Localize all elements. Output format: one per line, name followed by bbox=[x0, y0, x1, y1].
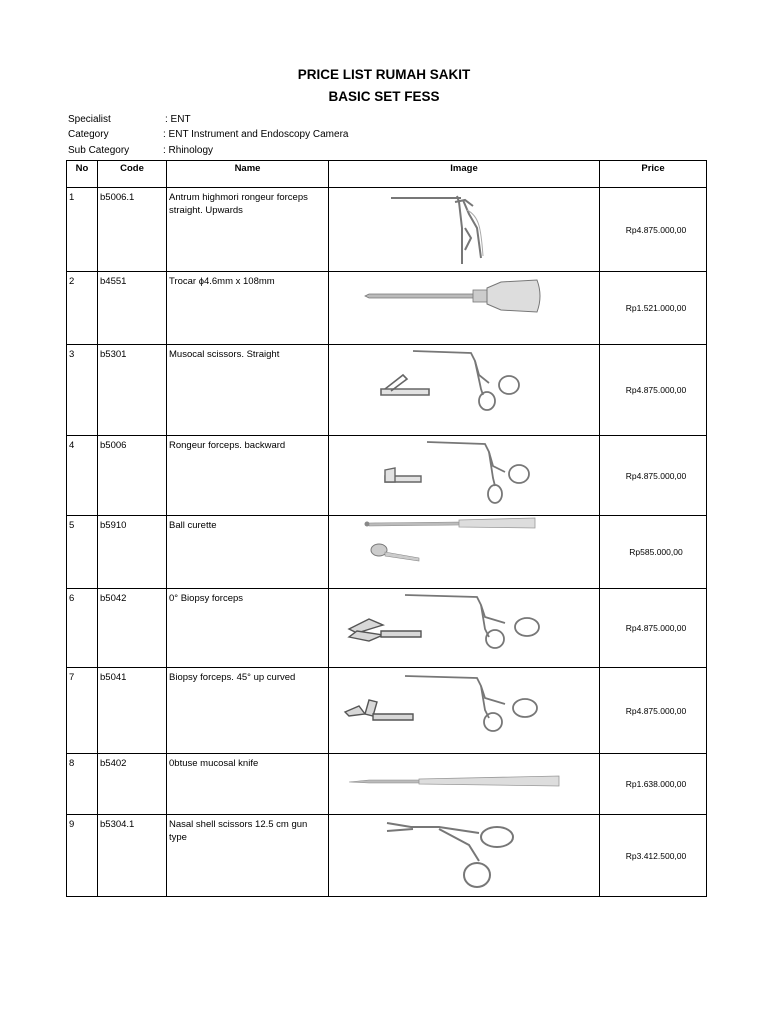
ball-curette-icon bbox=[329, 516, 600, 589]
row-code: b5006.1 bbox=[98, 188, 167, 272]
page-subtitle: BASIC SET FESS bbox=[328, 89, 440, 104]
row-image bbox=[329, 436, 600, 516]
row-name: Ball curette bbox=[167, 516, 329, 589]
biopsy-forceps-curved-icon bbox=[329, 668, 600, 754]
rongeur-forceps-backward-icon bbox=[329, 436, 600, 516]
row-image bbox=[329, 589, 600, 668]
price-table bbox=[66, 160, 707, 897]
row-image bbox=[329, 516, 600, 589]
table-row bbox=[67, 188, 707, 272]
row-price: Rp4.875.000,00 bbox=[600, 345, 707, 436]
row-name: Musocal scissors. Straight bbox=[167, 345, 329, 436]
table-row bbox=[67, 668, 707, 754]
meta-key: Specialist bbox=[68, 114, 111, 125]
table-row bbox=[67, 815, 707, 897]
biopsy-forceps-icon bbox=[329, 589, 600, 668]
table-row bbox=[67, 516, 707, 589]
row-name: Rongeur forceps. backward bbox=[167, 436, 329, 516]
table-row bbox=[67, 436, 707, 516]
row-image bbox=[329, 345, 600, 436]
rongeur-forceps-upwards-icon bbox=[329, 188, 600, 272]
row-name: 0btuse mucosal knife bbox=[167, 754, 329, 815]
table-row bbox=[67, 754, 707, 815]
row-name: Biopsy forceps. 45° up curved bbox=[167, 668, 329, 754]
row-no: 1 bbox=[67, 188, 98, 272]
trocar-icon bbox=[329, 272, 600, 345]
row-code: b5042 bbox=[98, 589, 167, 668]
row-code: b4551 bbox=[98, 272, 167, 345]
column-header-image: Image bbox=[329, 161, 600, 188]
row-no: 7 bbox=[67, 668, 98, 754]
row-price: Rp1.638.000,00 bbox=[600, 754, 707, 815]
meta-value: : ENT bbox=[165, 114, 191, 125]
row-price: Rp4.875.000,00 bbox=[600, 589, 707, 668]
row-image bbox=[329, 668, 600, 754]
table-row bbox=[67, 589, 707, 668]
row-no: 6 bbox=[67, 589, 98, 668]
row-name: 0° Biopsy forceps bbox=[167, 589, 329, 668]
row-code: b5041 bbox=[98, 668, 167, 754]
row-price: Rp585.000,00 bbox=[600, 516, 707, 589]
row-price: Rp4.875.000,00 bbox=[600, 668, 707, 754]
table-header-row bbox=[67, 161, 707, 188]
row-no: 2 bbox=[67, 272, 98, 345]
nasal-shell-scissors-icon bbox=[329, 815, 600, 897]
row-no: 8 bbox=[67, 754, 98, 815]
row-price: Rp4.875.000,00 bbox=[600, 188, 707, 272]
mucosal-knife-icon bbox=[329, 754, 600, 815]
meta-value: : Rhinology bbox=[163, 145, 214, 156]
row-code: b5910 bbox=[98, 516, 167, 589]
table-row bbox=[67, 345, 707, 436]
row-no: 5 bbox=[67, 516, 98, 589]
row-name: Trocar ɸ4.6mm x 108mm bbox=[167, 272, 329, 345]
row-image bbox=[329, 188, 600, 272]
row-code: b5402 bbox=[98, 754, 167, 815]
row-code: b5304.1 bbox=[98, 815, 167, 897]
meta-value: : ENT Instrument and Endoscopy Camera bbox=[163, 129, 349, 140]
row-price: Rp1.521.000,00 bbox=[600, 272, 707, 345]
row-price: Rp3.412.500,00 bbox=[600, 815, 707, 897]
meta-key: Sub Category bbox=[68, 145, 130, 156]
row-name: Antrum highmori rongeur forceps straight. Upwards bbox=[167, 188, 329, 272]
column-header-code: Code bbox=[98, 161, 167, 188]
mucosal-scissors-icon bbox=[329, 345, 600, 436]
row-no: 3 bbox=[67, 345, 98, 436]
row-image bbox=[329, 815, 600, 897]
row-name: Nasal shell scissors 12.5 cm gun type bbox=[167, 815, 329, 897]
row-image bbox=[329, 754, 600, 815]
row-code: b5006 bbox=[98, 436, 167, 516]
page-title: PRICE LIST RUMAH SAKIT bbox=[297, 67, 471, 82]
row-no: 9 bbox=[67, 815, 98, 897]
row-no: 4 bbox=[67, 436, 98, 516]
column-header-price: Price bbox=[600, 161, 707, 188]
column-header-name: Name bbox=[167, 161, 329, 188]
meta-key: Category bbox=[68, 129, 109, 140]
row-price: Rp4.875.000,00 bbox=[600, 436, 707, 516]
row-image bbox=[329, 272, 600, 345]
table-row bbox=[67, 272, 707, 345]
row-code: b5301 bbox=[98, 345, 167, 436]
column-header-no: No bbox=[67, 161, 98, 188]
